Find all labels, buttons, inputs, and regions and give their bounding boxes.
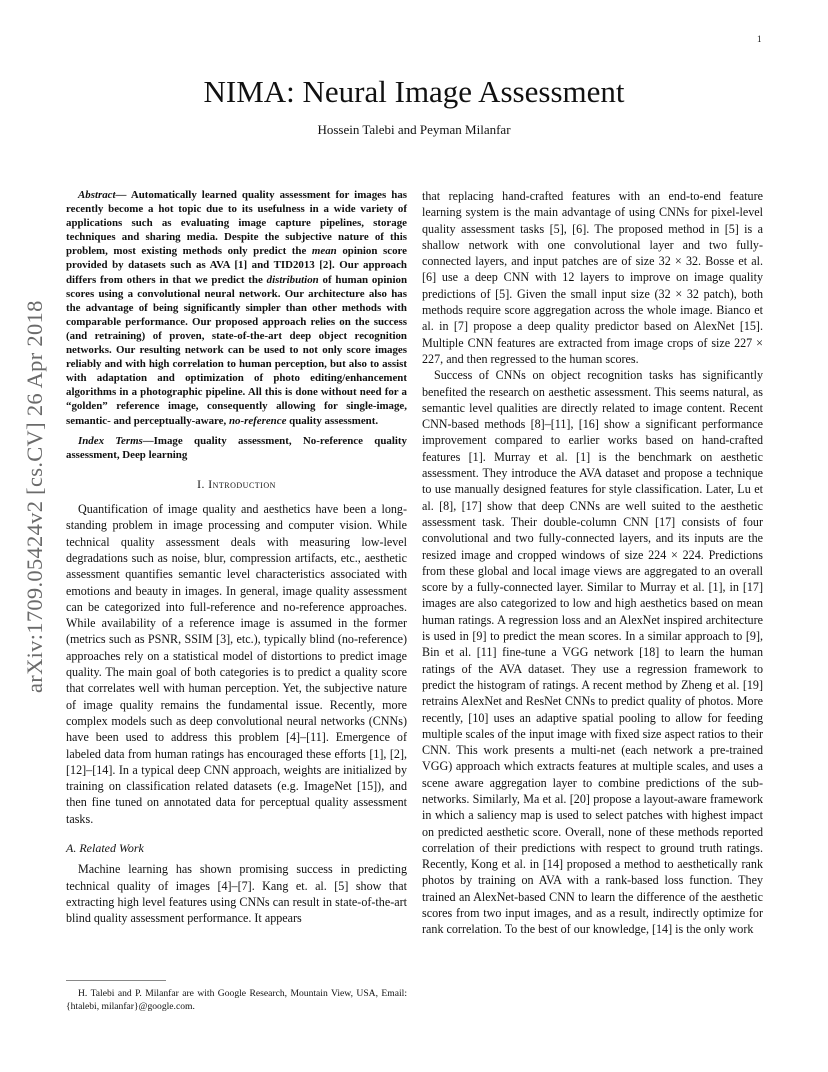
right-paragraph-2: Success of CNNs on object recognition tasks has significantly benefited the research on aesthetic assessment. This seems natural, as semantic level qualities are directly related to image content. Recent CNN-based methods [8]–[11], [16] show a significant performance improvement compared to earlier works based on hand-crafted features [1]. Murray et al. [1] is the benchmark on aesthetic assessment. They introduce the AVA dataset and propose a technique to use manually designed features for style classification. Later, Lu et al. [8], [17] show that deep CNNs are well suited to the aesthetic assessment task. Their double-column CNN [17] consists of four convolutional and two fully-connected layers, and its inputs are the resized image and cropped windows of size 224 × 224. Predictions from these global and local image views are aggregated to an overall score by a fully-connected layer. Similar to Murray et al. [1], in [17] images are also categorized to low and high aesthetics based on mean human ratings. A regression loss and an AlexNet inspired architecture is used in [9] to predict the mean scores. In a similar approach to [9], Bin et al. [11] fine-tune a VGG network [18] to learn the human ratings of the AVA dataset. They use a regression framework to predict the histogram of ratings. A recent method by Zheng et al. [19] retrains AlexNet and ResNet CNNs to predict quality of photos. More recently, [10] uses an adaptive spatial pooling to allow for feeding multiple scales of the input image with fixed size aspect ratios to their CNN. This work presents a multi-net (each network a pre-trained VGG) approach which extracts features at multiple scales, and uses a scene aware aggregation layer to combine predictions of the sub-networks. Similarly, Ma et al. [20] propose a layout-aware framework in which a saliency map is used to select patches with highest impact on predicted aesthetic score. Overall, none of these methods reported correlation of their predictions with respect to ground truth ratings. Recently, Kong et al. in [14] proposed a method to aesthetically rank photos by training on AVA with a rank-based loss function. They trained an AlexNet-based CNN to learn the difference of the aesthetic scores from two input images, and as a result, indirectly optimize for rank correlation. To the best of our knowledge, [14] is the only work: [422, 368, 763, 937]
abstract-emph-mean: mean: [311, 245, 337, 258]
paper-authors: Hossein Talebi and Peyman Milanfar: [317, 122, 511, 137]
abstract-label: Abstract: [78, 189, 116, 201]
abstract-emph-no-reference: no-reference: [228, 414, 287, 427]
paper-title: NIMA: Neural Image Assessment: [203, 74, 625, 109]
abstract-emph-distribution: distribution: [266, 273, 319, 286]
abstract-text-1: Automatically learned quality assessment for images has recently become a hot topic due to its usefulness in a wide variety of applications such as evaluating image capture pipelines, storage techniques and sharing media. Despite the subjective nature of this problem, most existing methods only predict the: [66, 189, 407, 258]
author-footnote: H. Talebi and P. Milanfar are with Google Research, Mountain View, USA, Email: {htalebi, milanfar}@google.com.: [66, 988, 407, 1012]
related-work-paragraph: Machine learning has shown promising success in predicting technical quality of images [4]–[7]. Kang et. al. [5] show that extracting high level features using CNNs can result in state-of-the-art blind quality assessment performance. It appears: [66, 862, 407, 926]
arxiv-identifier[interactable]: arXiv:1709.05424v2 [cs.CV] 26 Apr 2018: [22, 300, 47, 693]
abstract-text-2: opinion score provided by datasets such as AVA [1] and TID2013 [2]. Our approach differs from others in that we predict the: [66, 245, 408, 286]
page-number: 1: [757, 34, 762, 44]
index-terms-text: —Image quality assessment, No-reference quality assessment, Deep learning: [66, 434, 407, 461]
footnote-divider: [66, 980, 166, 981]
subsection-heading-related-work: A. Related Work: [66, 841, 144, 856]
abstract: [66, 188, 407, 428]
right-column: [422, 188, 763, 938]
abstract-text-4: quality assessment.: [286, 414, 379, 427]
intro-paragraph: Quantification of image quality and aesthetics have been a long-standing problem in image processing and computer vision. While technical quality assessment deals with measuring low-level degradations such as noise, blur, compression artifacts, etc., aesthetic assessment quantifies semantic level characteristics associated with emotions and beauty in images. In general, image quality assessment can be categorized into full-reference and no-reference approaches. While availability of a reference image is assumed in the former (metrics such as PSNR, SSIM [3], etc.), typically blind (no-reference) approaches rely on a statistical model of distortions to predict image quality. The main goal of both categories is to predict a quality score that correlates well with human perception. Yet, the subjective nature of image quality remains the fundamental issue. Recently, more complex models such as deep convolutional neural networks (CNNs) have been used to address this problem [4]–[11]. Emergence of labeled data from human ratings has encouraged these efforts [1], [2], [12]–[14]. In a typical deep CNN approach, weights are initialized by training on classification related datasets (e.g. ImageNet [15]), and then fine tuned on annotated data for perceptual quality assessment tasks.: [66, 502, 407, 826]
abstract-text-3: of human opinion scores using a convolutional neural network. Our architecture also has the advantage of being significantly simpler than other methods with comparable performance. Our proposed approach relies on the success (and retraining) of proven, state-of-the-art deep object recognition networks. Our resulting network can be used to not only score images reliably and with high correlation to human perception, but also to assist with adaptation and optimization of photo editing/enhancement algorithms in a photographic pipeline. All this is done without need for a “golden” reference image, consequently allowing for single-image, semantic- and perceptually-aware,: [66, 273, 407, 427]
abstract-dash: —: [115, 189, 131, 201]
section-heading-introduction: I. Introduction: [197, 477, 276, 491]
right-paragraph-1: that replacing hand-crafted features with an end-to-end feature learning system is the main advantage of using CNNs for pixel-level quality assessment tasks [5], [6]. The proposed method in [5] is a shallow network with one convolutional layer and two fully-connected layers, and input patches are of size 32 × 32. Bosse et al. [6] use a deep CNN with 12 layers to improve on image quality predictions of [5]. Given the small input size (32 × 32 patch), both methods require score aggregation across the whole image. Bianco et al. in [7] propose a deep quality predictor based on AlexNet [15]. Multiple CNN features are extracted from image crops of size 227 × 227, and then regressed to the human scores.: [422, 189, 763, 366]
left-column: [66, 188, 407, 927]
index-terms: [66, 434, 407, 462]
index-terms-label: Index Terms: [78, 434, 143, 447]
